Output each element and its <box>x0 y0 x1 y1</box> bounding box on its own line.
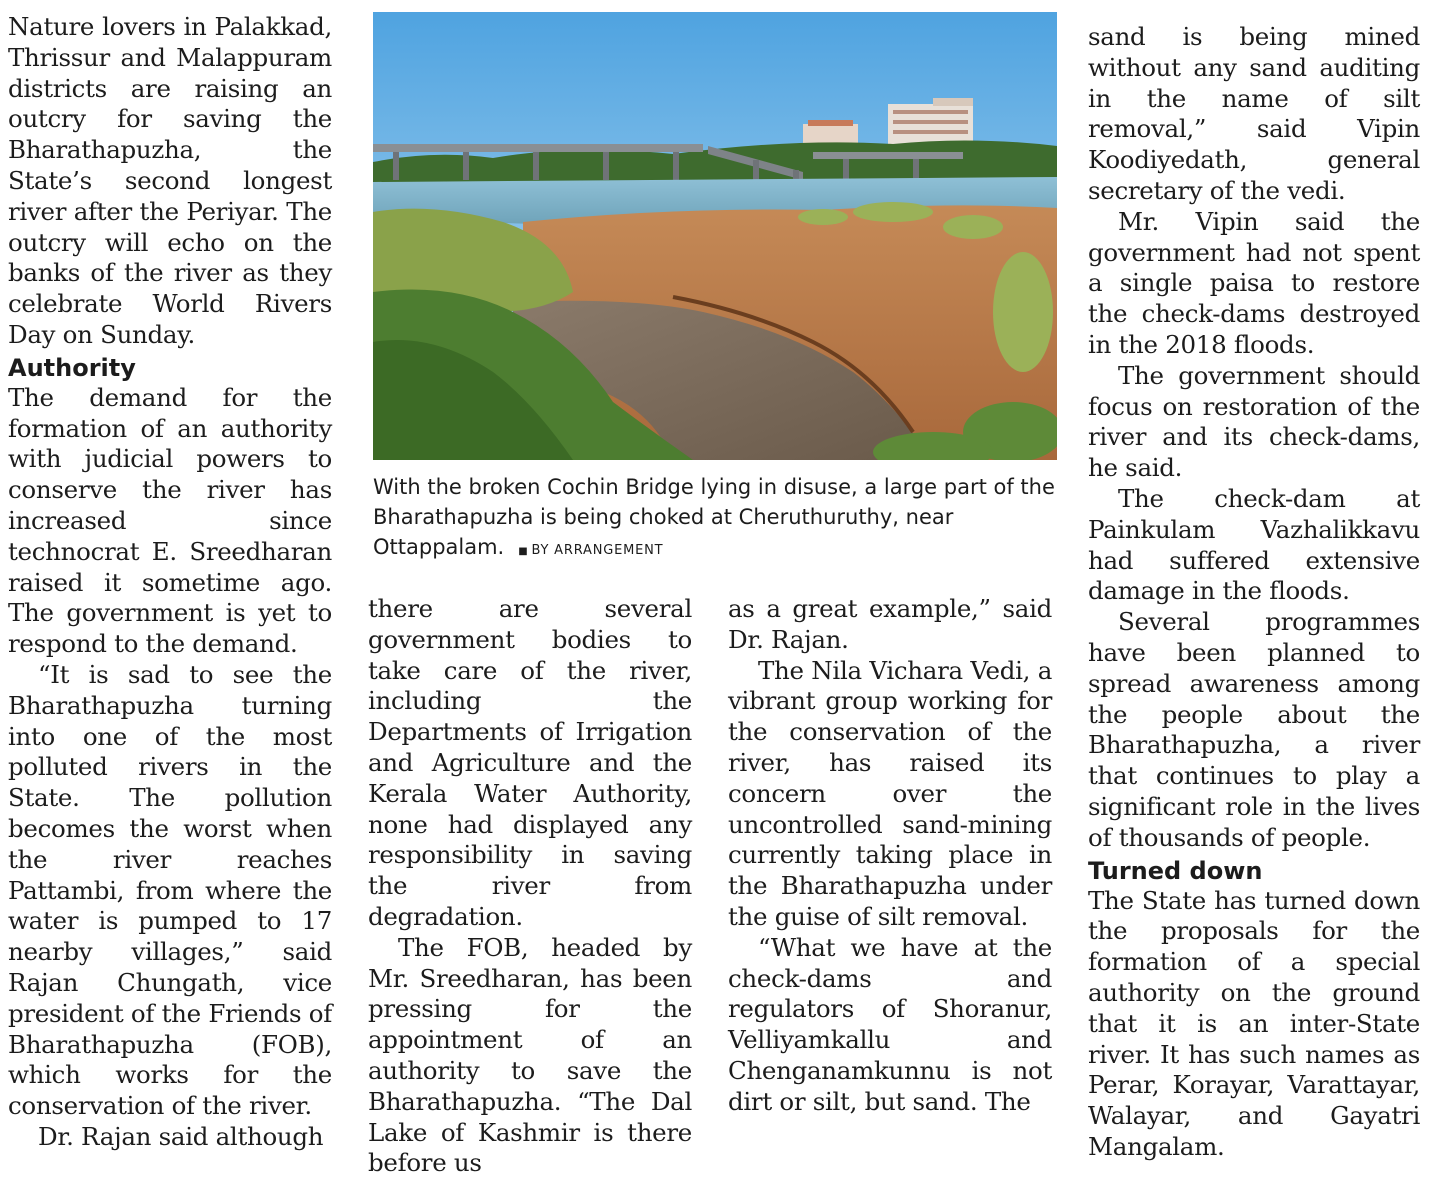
article-column-3 <box>728 594 1052 1118</box>
article-column-4 <box>1088 22 1420 1163</box>
credit-text: BY ARRANGEMENT <box>531 543 664 558</box>
paragraph: as a great example,” said Dr. Rajan. <box>728 594 1052 654</box>
subheading-turned-down: Turned down <box>1088 856 1263 885</box>
article-column-1 <box>8 12 332 1153</box>
paragraph: The Nila Vichara Vedi, a vibrant group working for the conservation of the river, has raised its concern over the uncontrolled sand-mining currently taking place in the Bharathapuzha under the guise of silt removal. <box>728 655 1052 931</box>
paragraph: The FOB, headed by Mr. Sreedharan, has been pressing for the appointment of an authority to save the Bharathapuzha. “The Dal Lake of Kashmir is there before us <box>368 932 692 1178</box>
paragraph: “What we have at the check-dams and regulators of Shoranur, Velliyamkallu and Chenganamkunnu is not dirt or silt, but sand. The <box>728 932 1052 1116</box>
paragraph: Nature lovers in Palakkad, Thrissur and Malappuram districts are raising an outcry for saving the Bharathapuzha, the State’s second longest river after the Periyar. The outcry will echo on the banks of the river as they celebrate World Rivers Day on Sunday. <box>8 12 332 349</box>
paragraph: The demand for the formation of an authority with judicial powers to conserve the river has increased since technocrat E. Sreedharan raised it sometime ago. The government is yet to respond to the demand. <box>8 382 332 659</box>
river-photo-illustration <box>373 12 1057 460</box>
paragraph: sand is being mined without any sand auditing in the name of silt removal,” said Vipin Koodiyedath, general secretary of the vedi. <box>1088 22 1420 205</box>
paragraph: “It is sad to see the Bharathapuzha turning into one of the most polluted rivers in the State. The pollution becomes the worst when the river reaches Pattambi, from where the water is pumped to 17 nearby villages,” said Rajan Chungath, vice president of the Friends of Bharathapuzha (FOB), which works for the conservation of the river. <box>8 659 333 1121</box>
paragraph: Mr. Vipin said the government had not spent a single paisa to restore the check-dams destroyed in the 2018 floods. <box>1088 206 1420 359</box>
caption-text: With the broken Cochin Bridge lying in disuse, a large part of the Bharathapuzha is being choked at Cheruthuruthy, near Ottappalam. <box>373 475 1055 559</box>
photo-credit <box>518 543 663 558</box>
article-column-2 <box>368 594 692 1179</box>
river-photo <box>373 12 1057 460</box>
paragraph: there are several government bodies to take care of the river, including the Departments of Irrigation and Agriculture and the Kerala Water Authority, none had displayed any responsibility in saving the river from degradation. <box>368 594 692 931</box>
paragraph: The State has turned down the proposals for the formation of a special authority on the ground that it is an inter-State river. It has such names as Perar, Korayar, Varattayar, Walayar, and Gayatri Mangalam. <box>1088 885 1420 1161</box>
paragraph: Dr. Rajan said although <box>38 1121 324 1151</box>
paragraph: Several programmes have been planned to spread awareness among the people about the Bharathapuzha, a river that continues to play a significant role in the lives of thousands of people. <box>1088 607 1420 852</box>
photo-caption <box>373 472 1057 567</box>
paragraph: The government should focus on restoration of the river and its check-dams, he said. <box>1088 360 1420 483</box>
subheading-authority: Authority <box>8 353 136 382</box>
paragraph: The check-dam at Painkulam Vazhalikkavu had suffered extensive damage in the floods. <box>1088 483 1420 606</box>
credit-square-icon: ■ <box>518 546 529 557</box>
